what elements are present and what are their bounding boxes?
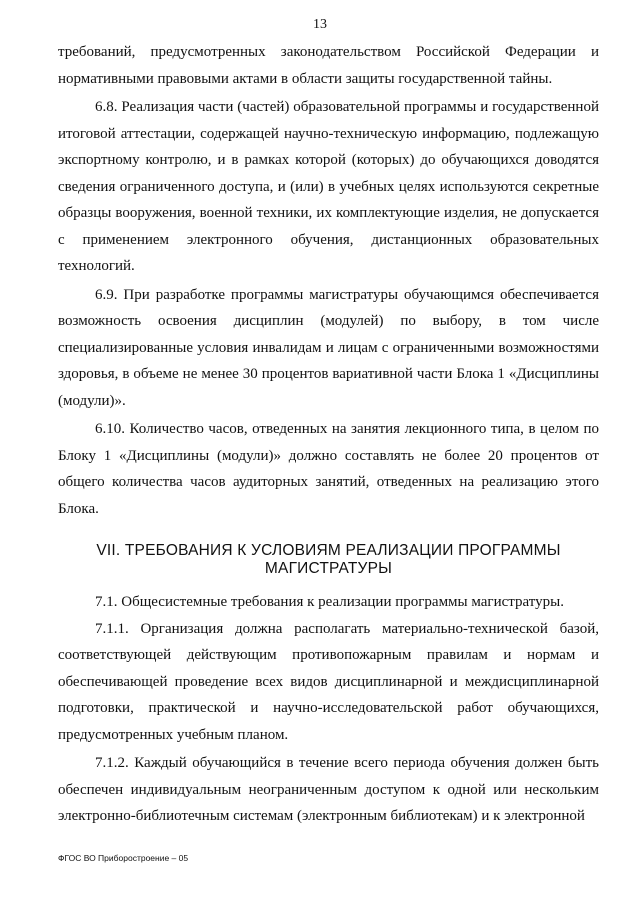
paragraph-7-1-1: 7.1.1. Организация должна располагать материально-технической базой, соответствующей действующим противопожарным правилам и нормам и обеспечивающей проведение всех видов дисциплинарной и междисциплинарной подготовки, практической и научно-исследовательской работ обучающихся, предусмотренных учебным планом.: [58, 620, 599, 743]
paragraph-6-9: 6.9. При разработке программы магистратуры обучающимся обеспечивается возможность освоения дисциплин (модулей) по выбору, в том числе специализированные условия инвалидам и лицам с ограниченными возможностями здоровья, в объеме не менее 30 процентов вариативной части Блока 1 «Дисциплины (модули)».: [58, 286, 599, 409]
section-heading: VII. ТРЕБОВАНИЯ К УСЛОВИЯМ РЕАЛИЗАЦИИ ПРОГРАММЫ МАГИСТРАТУРЫ: [96, 542, 561, 577]
paragraph-7-1: 7.1. Общесистемные требования к реализации программы магистратуры.: [95, 594, 564, 610]
document-body: [58, 39, 599, 830]
paragraph-7-1-2: 7.1.2. Каждый обучающийся в течение всего периода обучения должен быть обеспечен индивидуальным неограниченным доступом к одной или нескольким электронно-библиотечным системам (электронным библиотекам) и к электронной: [58, 755, 599, 824]
paragraph-continuation: требований, предусмотренных законодательством Российской Федерации и нормативными правовыми актами в области защиты государственной тайны.: [58, 44, 599, 87]
paragraph-6-8: 6.8. Реализация части (частей) образовательной программы и государственной итоговой аттестации, содержащей научно-техническую информацию, подлежащую экспортному контролю, и в рамках которой (которых) до обучающихся доводятся сведения ограниченного доступа, и (или) в учебных целях используются секретные образцы вооружения, военной техники, их комплектующие изделия, не допускается с применением электронного обучения, дистанционных образовательных технологий.: [58, 99, 599, 274]
page-number: 13: [313, 17, 327, 32]
paragraph-6-10: 6.10. Количество часов, отведенных на занятия лекционного типа, в целом по Блоку 1 «Дисциплины (модули)» должно составлять не более 20 процентов от общего количества часов аудиторных занятий, отведенных на реализацию этого Блока.: [58, 421, 599, 517]
page-footer: ФГОС ВО Приборостроение – 05: [58, 853, 189, 863]
